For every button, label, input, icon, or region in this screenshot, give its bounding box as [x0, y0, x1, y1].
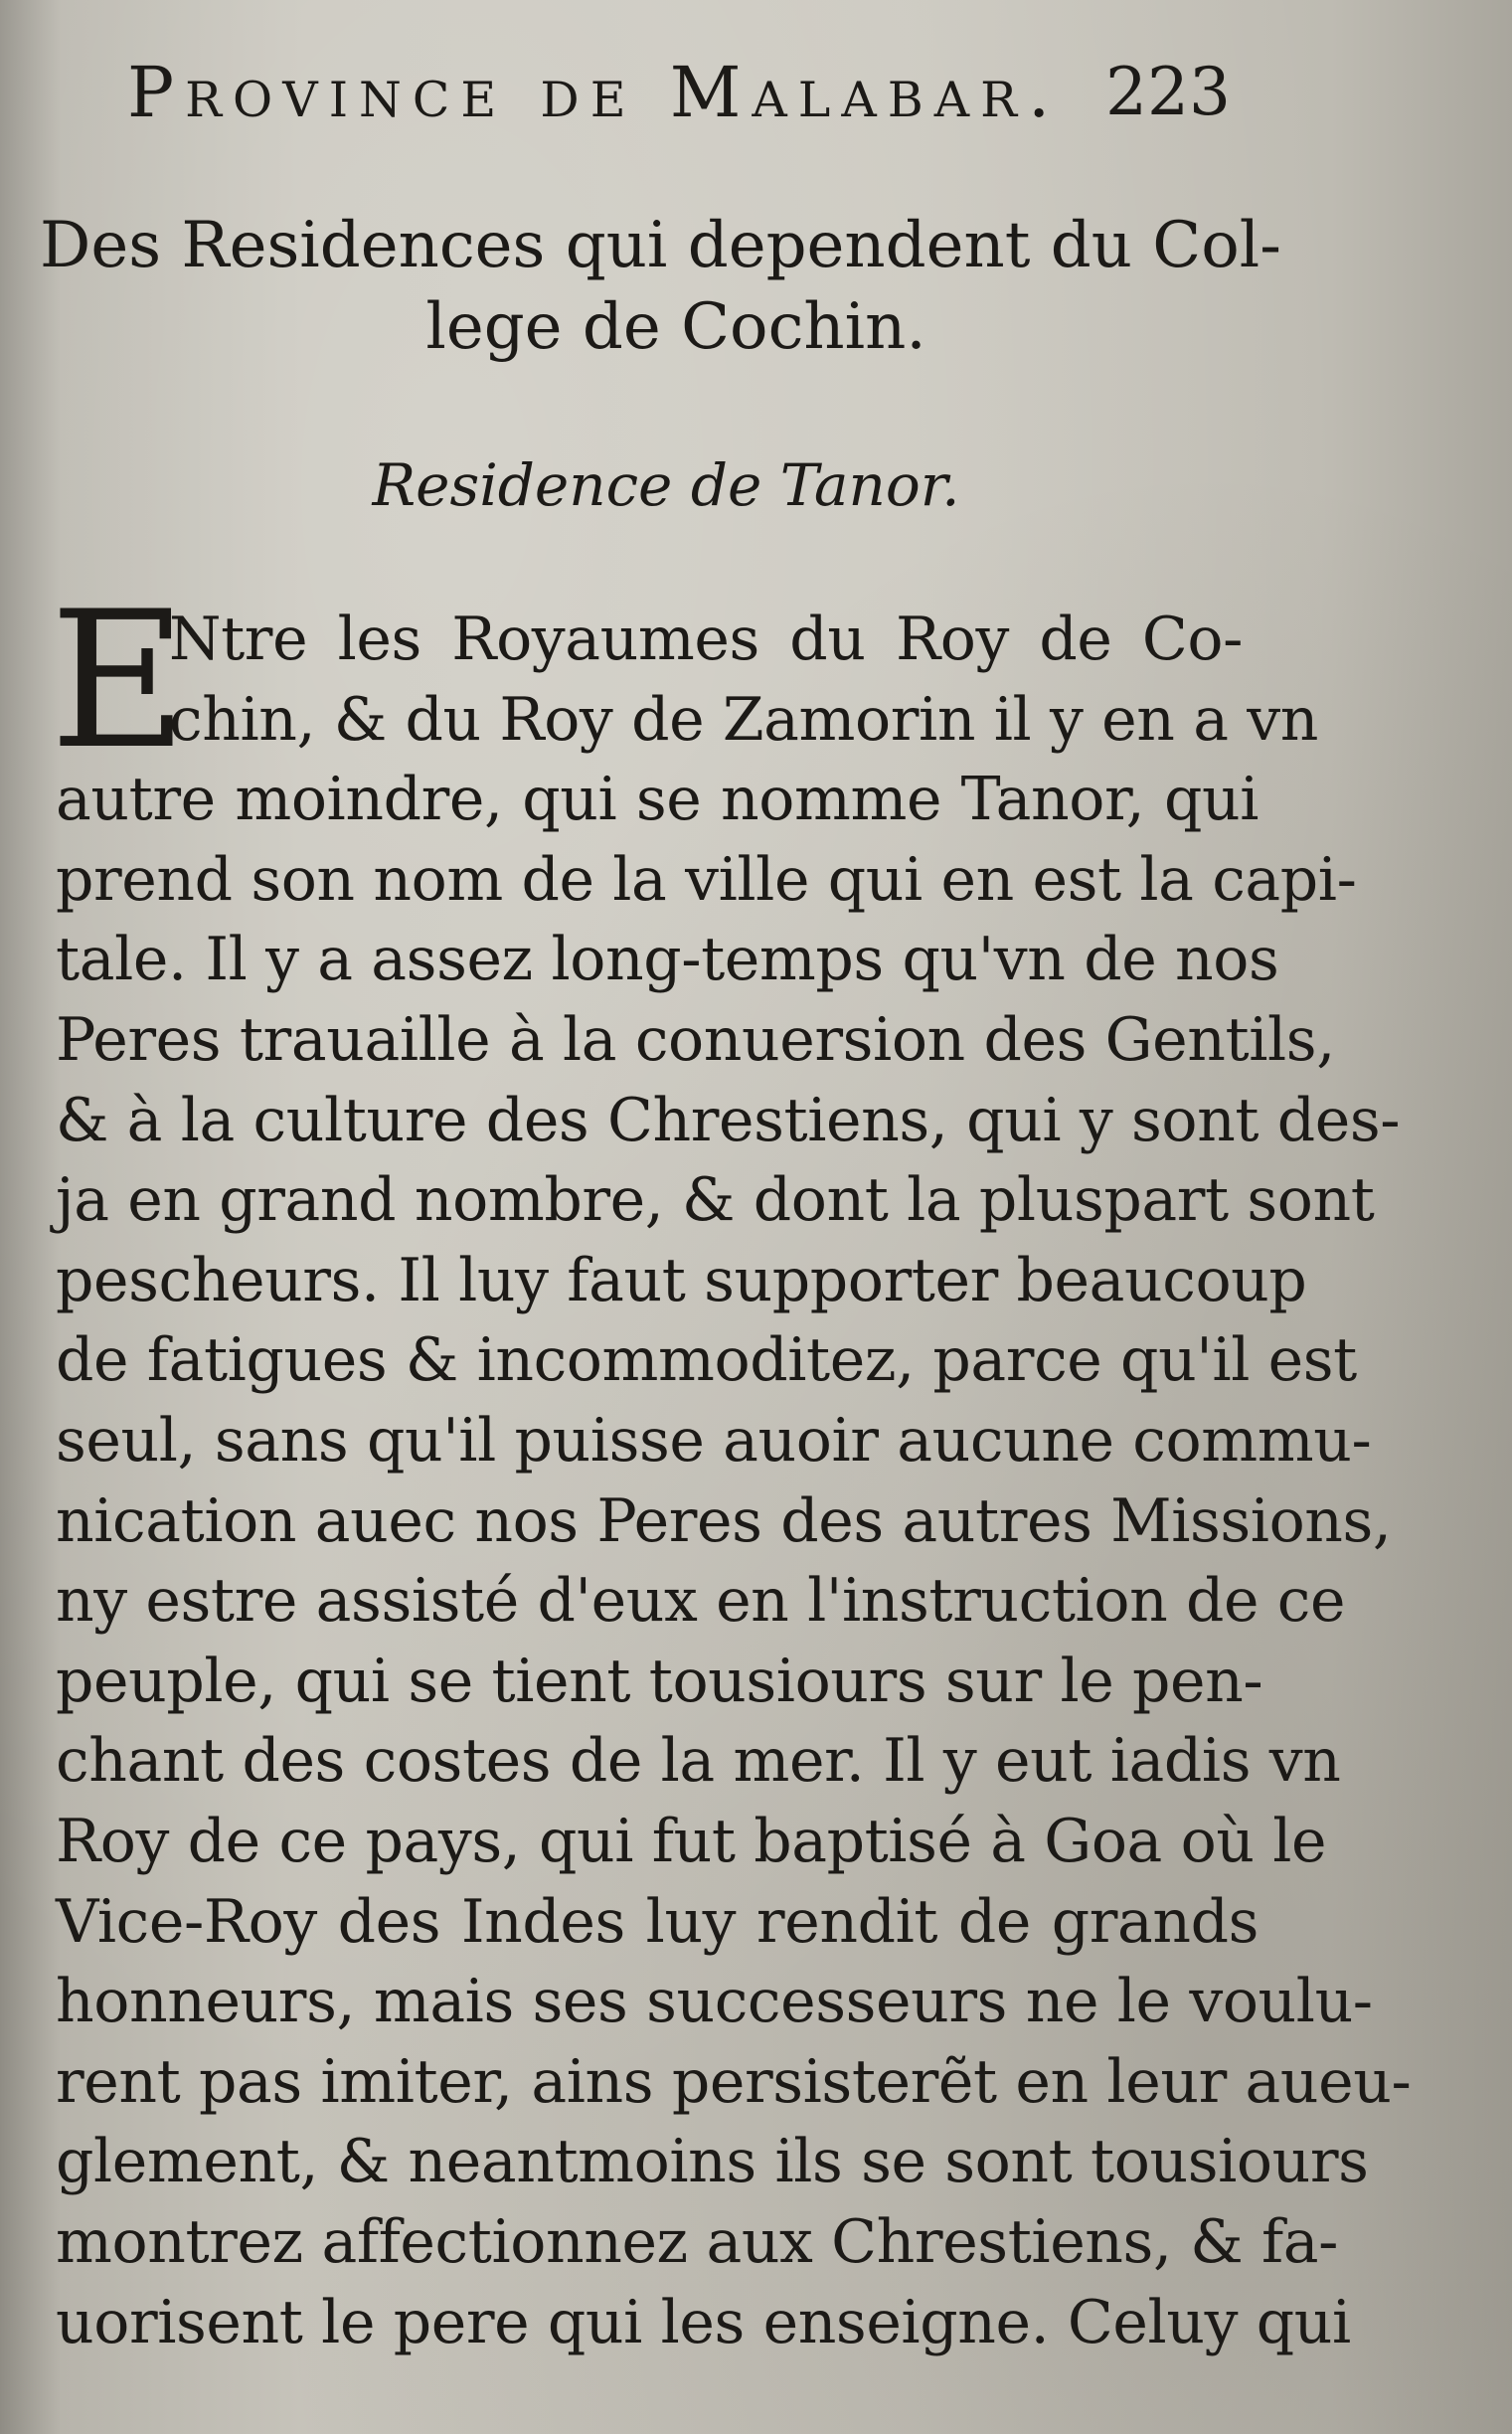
drop-cap-initial: E: [50, 571, 188, 790]
body-line: prend son nom de la ville qui en est la capi-: [56, 844, 1357, 915]
body-line: Peres trauaille à la conuersion des Gentils,: [56, 1005, 1335, 1075]
body-line: Vice-Roy des Indes luy rendit de grands: [56, 1886, 1259, 1957]
body-line: honneurs, mais ses successeurs ne le voulu-: [56, 1967, 1373, 2037]
body-line: ja en grand nombre, & dont la pluspart sont: [56, 1165, 1375, 1236]
body-line: rent pas imiter, ains persisterẽt en leur aueu-: [56, 2046, 1412, 2117]
section-title-line-1: Des Residences qui dependent du Col-: [40, 209, 1281, 282]
body-line: montrez affectionnez aux Chrestiens, & fa-: [56, 2207, 1339, 2277]
body-line: peuple, qui se tient tousiours sur le pen-: [56, 1646, 1263, 1716]
body-line: ny estre assisté d'eux en l'instruction de ce: [56, 1566, 1346, 1637]
running-title: Province de Malabar.: [127, 52, 1062, 133]
body-line: Roy de ce pays, qui fut baptisé à Goa où le: [56, 1807, 1327, 1876]
body-line: & à la culture des Chrestiens, qui y sont des-: [56, 1085, 1401, 1155]
section-title-line-2: lege de Cochin.: [425, 290, 926, 364]
body-line: chant des costes de la mer. Il y eut iadis vn: [56, 1726, 1341, 1797]
running-header: [127, 48, 1231, 137]
body-line: nication auec nos Peres des autres Missions,: [56, 1485, 1392, 1556]
body-line: Ntre les Royaumes du Roy de Co-: [169, 605, 1243, 674]
body-line: pescheurs. Il luy faut supporter beaucoup: [56, 1245, 1307, 1315]
body-line: de fatigues & incommoditez, parce qu'il est: [56, 1325, 1357, 1396]
body-line: autre moindre, qui se nomme Tanor, qui: [56, 765, 1259, 835]
body-line: tale. Il y a assez long-temps qu'vn de nos: [56, 925, 1279, 995]
body-line: uorisent le pere qui les enseigne. Celuy qui: [56, 2287, 1351, 2357]
body-line: seul, sans qu'il puisse auoir aucune commu-: [56, 1406, 1372, 1476]
body-line: glement, & neantmoins ils se sont tousiours: [56, 2127, 1369, 2197]
subsection-title: Residence de Tanor.: [372, 451, 960, 519]
body-line: chin, & du Roy de Zamorin il y en a vn: [169, 684, 1318, 755]
page-number: 223: [1105, 54, 1231, 130]
